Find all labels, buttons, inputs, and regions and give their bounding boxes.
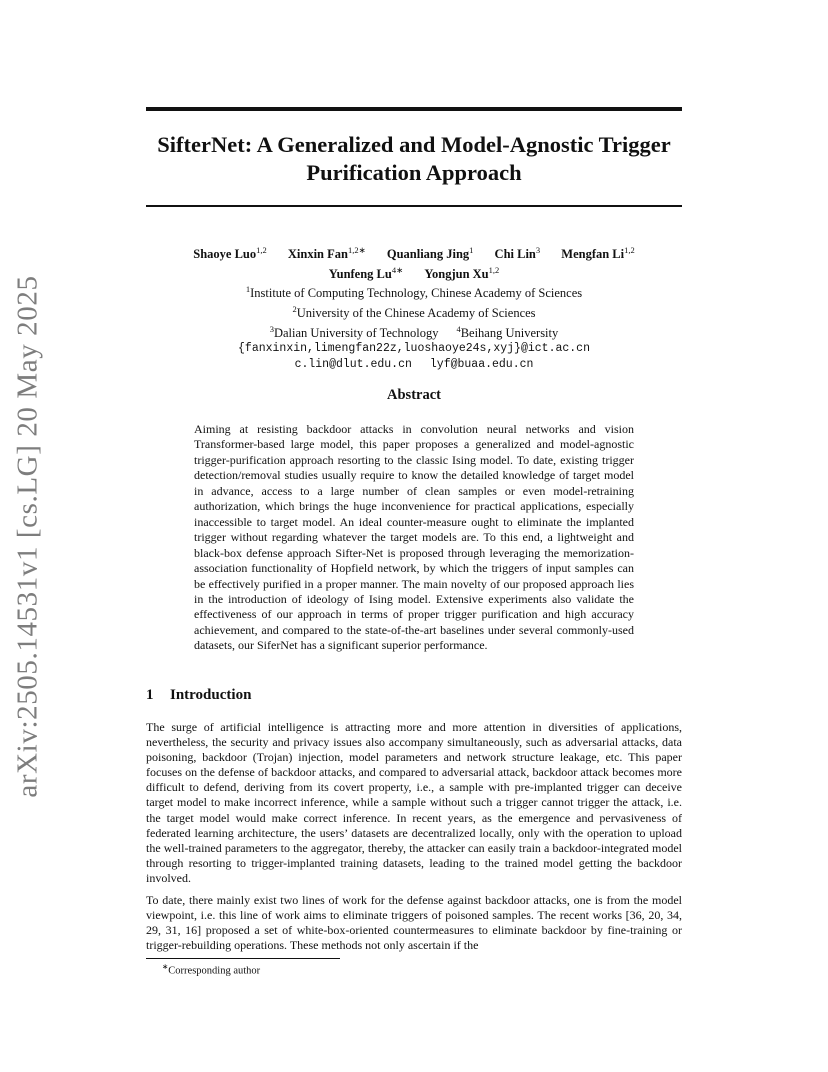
author-row-1 (146, 242, 682, 262)
author-block (146, 242, 682, 372)
author: Yongjun Xu$^{1,2}$ (424, 265, 500, 282)
author: Chi Lin$^3$ (494, 245, 541, 262)
affiliation-3-4: $^3$Dalian University of Technology $^4$Beihang University (269, 323, 559, 340)
abstract-heading: Abstract (387, 387, 441, 403)
author: Shaoye Luo$^{1,2}$ (193, 245, 267, 262)
paper-title: SifterNet: A Generalized and Model-Agnostic Trigger Purification Approach (157, 132, 671, 185)
title-rule-bottom (146, 205, 682, 207)
arxiv-side-stamp (6, 274, 50, 798)
affiliation-1: $^1$Institute of Computing Technology, Chinese Academy of Sciences (245, 284, 583, 301)
author: Yunfeng $Lu^{4∗}$ (328, 265, 404, 282)
introduction-body (146, 720, 682, 960)
footnote-rule (146, 958, 340, 959)
author: Quanliang Jing$^1$ (386, 245, 474, 262)
author-row-2 (146, 262, 682, 282)
author: Mengfan Li$^{1,2}$ (561, 245, 635, 262)
paragraph: To date, there mainly exist two lines of work for the defense against backdoor attacks, one is from the model viewpoint, i.e. this line of work aims to eliminate triggers of poisoned samples. The recent works [36, 20, 34, 29, 31, 16] proposed a set of white-box-oriented countermeasures to eliminate backdoor by fine-training or trigger-rebuilding operations. These methods not only ascertain if the (146, 893, 682, 953)
abstract-text: Aiming at resisting backdoor attacks in convolution neural networks and vision Transformer-based large model, this paper proposes a generalized and model-agnostic trigger-purification approach resorting to the classic Ising model. To date, existing trigger detection/removal studies usually require to know the detailed knowledge of target model in advance, access to a large number of clean samples or even model-retraining authorization, which brings the huge inconvenience for practical applications, especially inaccessible to target model. An ideal counter-measure ought to eliminate the implanted trigger without regarding whatever the target models are. To this end, a lightweight and black-box defense approach Sifter-Net is proposed through leveraging the memorization-association functionality of Hopfield network, by which the triggers of input samples can be effectively purified in a proper manner. The main novelty of our proposed approach lies in the introduction of ideology of Ising model. Extensive experiments also validate the effectiveness of our approach in terms of proper trigger purification and high accuracy achievement, and compared to the state-of-the-art baselines under several commonly-used datasets, our SiferNet has a significant superior performance. (194, 422, 634, 653)
title-rule-top (146, 107, 682, 111)
arxiv-identifier: arXiv:2505.14531v1 [cs.LG] 20 May 2025 (11, 274, 44, 798)
section-heading-introduction: 1 Introduction (146, 687, 252, 703)
affiliation-2: $^2$University of the Chinese Academy of Sciences (292, 303, 536, 321)
email-line-1: {fanxinxin,limengfan22z,luoshaoye24s,xyj}@ict.ac.cn (238, 342, 590, 356)
footnote: ∗Corresponding author (162, 962, 261, 977)
author: Xinxin Fan$^{1,2∗}$ (287, 245, 366, 262)
paragraph: The surge of artificial intelligence is attracting more and more attention in diversities of applications, nevertheless, the security and privacy issues also accompany simultaneously, such as adversarial attacks, data poisoning, backdoor (Trojan) injection, model parameters and network structure leakage, etc. This paper focuses on the defense of backdoor attacks, and compared to adversarial attack, backdoor attack becomes more difficult to defend, deriving from its covert property, i.e., a sample with pre-implanted trigger can deceive target model to make incorrect inference, while a sample without such a trigger cannot trigger the attack, i.e. the target model would make correct inference. In recent years, as the emergence and pervasiveness of federated learning architecture, the users’ datasets are decentralized locally, only with the operation to upload the well-trained parameters to the aggregator, thereby, the attacker can easily train a backdoor-integrated model through resorting to trigger-implanted training datasets, leading to the trained model getting the backdoor involved. (146, 720, 682, 885)
email-line-2: c.lin@dlut.edu.cn lyf@buaa.edu.cn (294, 357, 534, 371)
